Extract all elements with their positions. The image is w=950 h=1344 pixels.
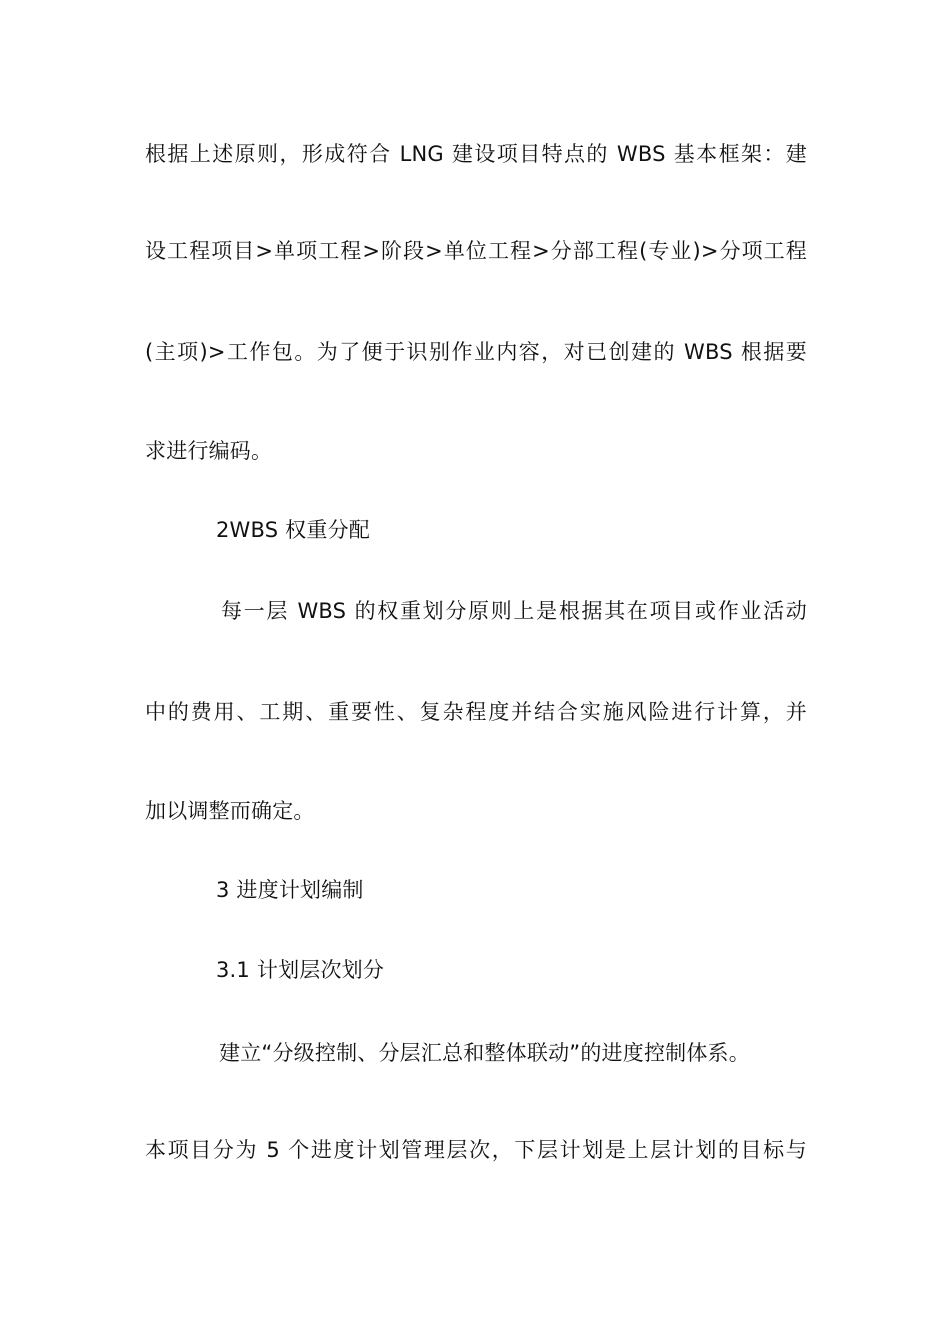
paragraph-1-line-1: 根据上述原则，形成符合 LNG 建设项目特点的 WBS 基本框架：建 bbox=[145, 142, 807, 166]
section-heading-3-1: 3.1 计划层次划分 bbox=[216, 958, 385, 982]
paragraph-2-line-2: 中的费用、工期、重要性、复杂程度并结合实施风险进行计算，并 bbox=[145, 700, 807, 724]
paragraph-1-line-3: (主项)>工作包。为了便于识别作业内容，对已创建的 WBS 根据要 bbox=[145, 340, 807, 364]
paragraph-3-line-1: 建立“分级控制、分层汇总和整体联动”的进度控制体系。 bbox=[219, 1041, 750, 1065]
paragraph-2-line-1: 每一层 WBS 的权重划分原则上是根据其在项目或作业活动 bbox=[221, 599, 807, 623]
paragraph-3-line-2: 本项目分为 5 个进度计划管理层次，下层计划是上层计划的目标与 bbox=[145, 1138, 807, 1162]
paragraph-2-line-3: 加以调整而确定。 bbox=[145, 799, 315, 823]
section-heading-2: 2WBS 权重分配 bbox=[216, 518, 370, 542]
section-heading-3: 3 进度计划编制 bbox=[216, 878, 364, 902]
paragraph-1-line-2: 设工程项目>单项工程>阶段>单位工程>分部工程(专业)>分项工程 bbox=[145, 239, 807, 263]
paragraph-1-line-4: 求进行编码。 bbox=[145, 439, 273, 463]
